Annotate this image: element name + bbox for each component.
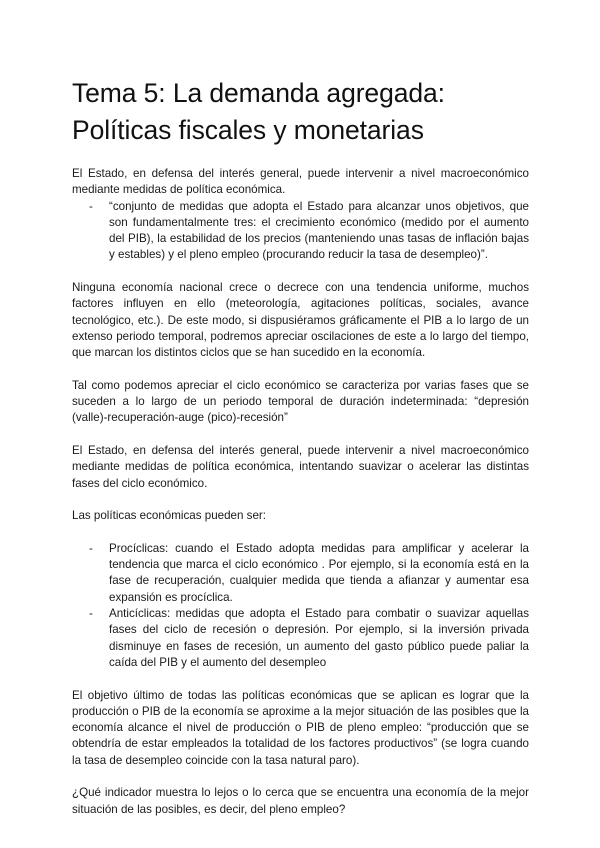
title-line-1: Tema 5: La demanda agregada: xyxy=(72,78,445,108)
bullet-dash: - xyxy=(89,199,93,213)
intro-bullet-list xyxy=(72,199,529,264)
list-item xyxy=(72,606,529,671)
objective-paragraph: El objetivo último de todas las políticas económicas que se aplican es lograr que la producción o PIB de la economía se aproxime a la mejor situación de las posibles que la economía alcance el nivel de producción o PIB de pleno empleo: “producción que se obtendría de estar empleados la totalidad de los factores productivos” (se logra cuando la tasa de desempleo coincide con la tasa natural paro). xyxy=(72,688,529,767)
procyclical-text: Procíclicas: cuando el Estado adopta medidas para amplificar y acelerar la tendencia que marca el ciclo económico . Por ejemplo, si la economía está en la fase de recuperación, cualquier medida que tienda a afianzar y aumentar esa expansión es procíclica. xyxy=(109,541,529,604)
document-title xyxy=(72,0,529,149)
countercyclical-text: Anticíclicas: medidas que adopta el Estado para combatir o suavizar aquellas fases del ciclo de recesión o depresión. Por ejemplo, si la inversión privada disminuye en fases de recesión, un aumento del gasto público puede paliar la caída del PIB y el aumento del desempleo xyxy=(109,607,529,669)
title-line-2: Políticas fiscales y monetarias xyxy=(72,115,424,145)
cycle-paragraph: Ninguna economía nacional crece o decrece con una tendencia uniforme, muchos factores influyen en ello (meteorología, agitaciones políticas, sociales, avance tecnológico, etc.). De este modo, si dispusiéramos gráficamente el PIB a lo largo de un extenso periodo temporal, podremos apreciar oscilaciones de este a lo largo del tiempo, que marcan los distintos ciclos que se han sucedido en la economía. xyxy=(72,281,529,360)
policies-bullet-list xyxy=(72,541,529,671)
intro-bullet-text: “conjunto de medidas que adopta el Estado para alcanzar unos objetivos, que son fundamentalmente tres: el crecimiento económico (medido por el aumento del PIB), la estabilidad de los precios (manteniendo unas tasas de inflación bajas y estables) y el pleno empleo (procurando reducir la tasa de desempleo)”. xyxy=(109,199,529,262)
policies-paragraph: Las políticas económicas pueden ser: xyxy=(72,509,266,523)
intro-paragraph: El Estado, en defensa del interés general, puede intervenir a nivel macroeconómico mediante medidas de política económica. xyxy=(72,167,529,197)
phases-paragraph: Tal como podemos apreciar el ciclo económico se caracteriza por varias fases que se suceden a lo largo de un periodo temporal de duración indeterminada: “depresión (valle)-recuperación-auge (pico)-recesión” xyxy=(72,378,529,425)
bullet-dash: - xyxy=(89,541,93,555)
list-item xyxy=(72,541,529,606)
bullet-dash: - xyxy=(89,607,93,621)
list-item xyxy=(72,199,529,264)
state-paragraph: El Estado, en defensa del interés general, puede intervenir a nivel macroeconómico mediante medidas de política económica, intentando suavizar o acelerar las distintas fases del ciclo económico. xyxy=(72,444,529,490)
document-body xyxy=(72,166,529,818)
question-paragraph: ¿Qué indicador muestra lo lejos o lo cerca que se encuentra una economía de la mejor situación de las posibles, es decir, del pleno empleo? xyxy=(72,786,529,816)
